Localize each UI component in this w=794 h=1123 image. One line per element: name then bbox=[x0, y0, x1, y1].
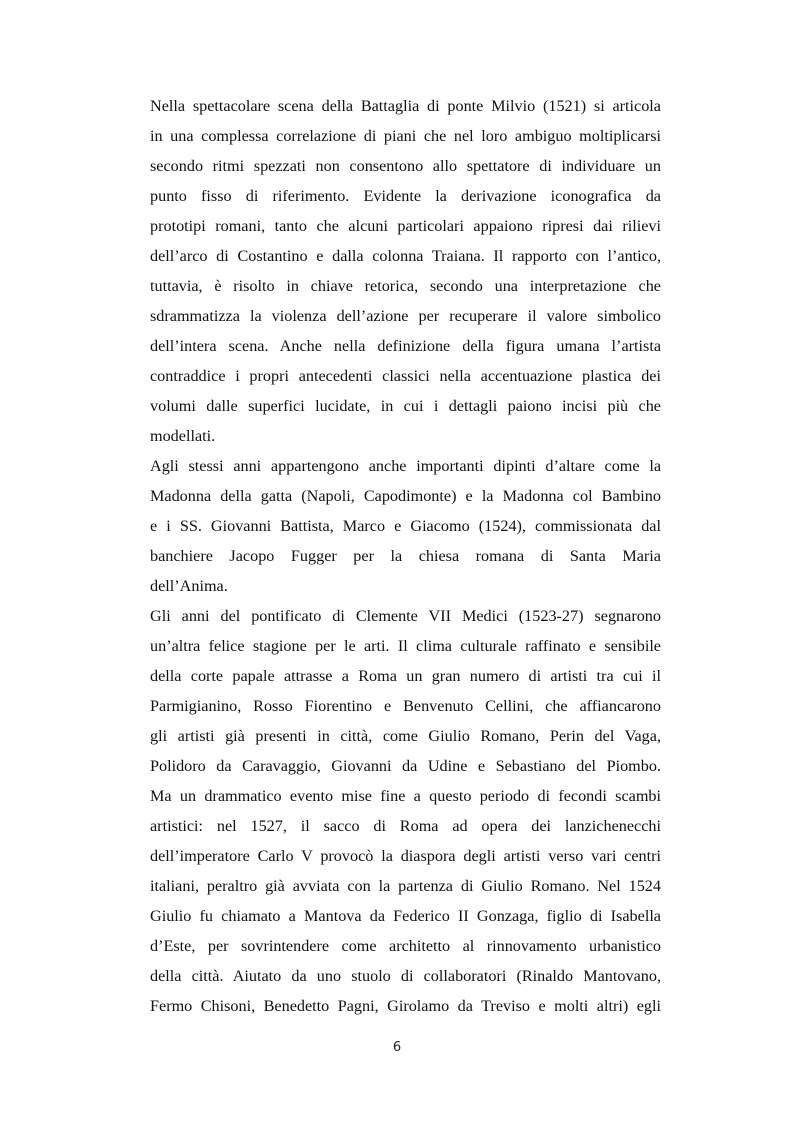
text-line: Fermo Chisoni, Benedetto Pagni, Girolamo da Treviso e molti altri) egli bbox=[150, 997, 661, 1015]
text-line: un’altra felice stagione per le arti. Il clima culturale raffinato e sensibile bbox=[150, 637, 661, 655]
text-line: Gli anni del pontificato di Clemente VII Medici (1523-27) segnarono bbox=[150, 607, 661, 625]
text-line: gli artisti già presenti in città, come Giulio Romano, Perin del Vaga, bbox=[150, 727, 661, 745]
text-line: dell’intera scena. Anche nella definizione della figura umana l’artista bbox=[150, 337, 661, 355]
text-line: volumi dalle superfici lucidate, in cui i dettagli paiono incisi più che bbox=[150, 397, 661, 415]
text-line: contraddice i propri antecedenti classici nella accentuazione plastica dei bbox=[150, 367, 661, 385]
text-line: d’Este, per sovrintendere come architetto al rinnovamento urbanistico bbox=[150, 937, 661, 955]
text-line: Polidoro da Caravaggio, Giovanni da Udine e Sebastiano del Piombo. bbox=[150, 757, 661, 775]
text-line: in una complessa correlazione di piani che nel loro ambiguo moltiplicarsi bbox=[150, 127, 661, 145]
text-line: dell’arco di Costantino e dalla colonna Traiana. Il rapporto con l’antico, bbox=[150, 247, 661, 265]
text-line: dell’Anima. bbox=[150, 577, 228, 595]
text-line: punto fisso di riferimento. Evidente la derivazione iconografica da bbox=[150, 187, 661, 205]
text-line: Madonna della gatta (Napoli, Capodimonte) e la Madonna col Bambino bbox=[150, 487, 661, 505]
text-line: Parmigianino, Rosso Fiorentino e Benvenuto Cellini, che affiancarono bbox=[150, 697, 661, 715]
text-line: artistici: nel 1527, il sacco di Roma ad opera dei lanzichenecchi bbox=[150, 817, 661, 835]
text-line: Giulio fu chiamato a Mantova da Federico II Gonzaga, figlio di Isabella bbox=[150, 907, 661, 925]
text-line: secondo ritmi spezzati non consentono allo spettatore di individuare un bbox=[150, 157, 661, 175]
text-line: tuttavia, è risolto in chiave retorica, secondo una interpretazione che bbox=[150, 277, 661, 295]
paragraph-2 bbox=[150, 451, 661, 601]
text-line: e i SS. Giovanni Battista, Marco e Giacomo (1524), commissionata dal bbox=[150, 517, 661, 535]
text-line: della città. Aiutato da uno stuolo di collaboratori (Rinaldo Mantovano, bbox=[150, 967, 661, 985]
text-line: Nella spettacolare scena della Battaglia di ponte Milvio (1521) si articola bbox=[150, 97, 661, 115]
text-line: Agli stessi anni appartengono anche importanti dipinti d’altare come la bbox=[150, 457, 661, 475]
paragraph-1 bbox=[150, 91, 661, 451]
text-line: dell’imperatore Carlo V provocò la diaspora degli artisti verso vari centri bbox=[150, 847, 661, 865]
paragraph-3 bbox=[150, 601, 661, 1021]
text-line: sdrammatizza la violenza dell’azione per recuperare il valore simbolico bbox=[150, 307, 661, 325]
text-line: banchiere Jacopo Fugger per la chiesa romana di Santa Maria bbox=[150, 547, 661, 565]
page-number: 6 bbox=[392, 1040, 402, 1055]
body-text bbox=[150, 91, 661, 1021]
text-line: modellati. bbox=[150, 427, 216, 445]
text-line: Ma un drammatico evento mise fine a questo periodo di fecondi scambi bbox=[150, 787, 661, 805]
text-line: della corte papale attrasse a Roma un gran numero di artisti tra cui il bbox=[150, 667, 661, 685]
text-line: italiani, peraltro già avviata con la partenza di Giulio Romano. Nel 1524 bbox=[150, 877, 661, 895]
text-line: prototipi romani, tanto che alcuni particolari appaiono ripresi dai rilievi bbox=[150, 217, 661, 235]
